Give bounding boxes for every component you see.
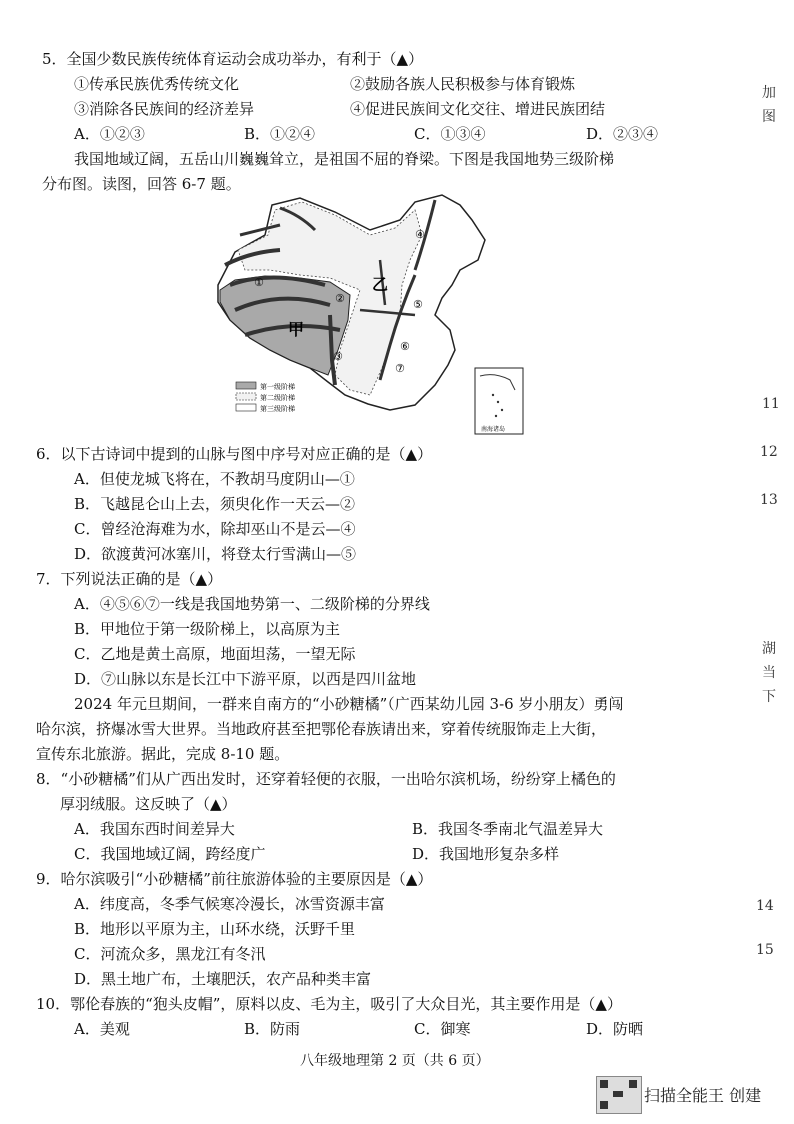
map-label-yi: 乙 bbox=[372, 275, 389, 294]
q10-option-a: A．美观 bbox=[74, 1020, 130, 1038]
q9-option-d: D．黑土地广布，土壤肥沃，农产品种类丰富 bbox=[74, 970, 372, 988]
map-label-1: ① bbox=[254, 276, 264, 289]
legend-label-step-2: 第二级阶梯 bbox=[260, 394, 295, 402]
map-label-2: ② bbox=[335, 292, 345, 305]
edge-fragment-3: 11 bbox=[762, 396, 780, 412]
page-footer: 八年级地理第 2 页（共 6 页） bbox=[300, 1053, 490, 1069]
map-label-5: ⑤ bbox=[413, 298, 423, 311]
q6-option-c: C．曾经沧海难为水，除却巫山不是云—④ bbox=[74, 520, 356, 538]
q8-stem-line-2: 厚羽绒服。这反映了（▲） bbox=[60, 795, 237, 813]
q7-option-b: B．甲地位于第一级阶梯上，以高原为主 bbox=[74, 620, 341, 638]
edge-fragment-10: 15 bbox=[756, 942, 774, 958]
q6-stem: 6．以下古诗词中提到的山脉与图中序号对应正确的是（▲） bbox=[36, 445, 433, 463]
q5-option-c: C．①③④ bbox=[414, 125, 486, 143]
q5-statement-3: ③消除各民族间的经济差异 bbox=[74, 100, 255, 118]
q8-option-a: A．我国东西时间差异大 bbox=[74, 820, 235, 838]
q7-option-d: D．⑦山脉以东是长江中下游平原，以西是四川盆地 bbox=[74, 670, 417, 688]
q10-stem: 10．鄂伦春族的“狍头皮帽”，原料以皮、毛为主，吸引了大众目光，其主要作用是（▲） bbox=[36, 995, 622, 1013]
south-sea-inset-label: 南海诸岛 bbox=[481, 426, 506, 433]
intro-6-7-line-1: 我国地域辽阔，五岳山川巍巍耸立，是祖国不屈的脊梁。下图是我国地势三级阶梯 bbox=[74, 150, 615, 168]
q5-stem: 5．全国少数民族传统体育运动会成功举办，有利于（▲） bbox=[42, 50, 424, 68]
q9-option-b: B．地形以平原为主，山环水绕，沃野千里 bbox=[74, 920, 356, 938]
q5-statement-1: ①传承民族优秀传统文化 bbox=[74, 75, 240, 93]
q9-option-a: A．纬度高，冬季气候寒冷漫长，冰雪资源丰富 bbox=[74, 895, 385, 913]
legend-swatch-step-3 bbox=[236, 404, 256, 411]
terrain-steps-map bbox=[210, 190, 540, 440]
q5-option-b: B．①②④ bbox=[244, 125, 316, 143]
q5-option-d: D．②③④ bbox=[586, 125, 659, 143]
map-label-3: ③ bbox=[333, 350, 343, 363]
legend-label-step-1: 第一级阶梯 bbox=[260, 383, 295, 391]
edge-fragment-6: 湖 bbox=[762, 641, 776, 657]
q8-stem-line-1: 8．“小砂糖橘”们从广西出发时，还穿着轻便的衣服，一出哈尔滨机场，纷纷穿上橘色的 bbox=[36, 770, 616, 788]
map-label-jia: 甲 bbox=[288, 320, 305, 339]
q8-option-c: C．我国地域辽阔，跨经度广 bbox=[74, 845, 266, 863]
q10-option-c: C．御寒 bbox=[414, 1020, 471, 1038]
map-label-7: ⑦ bbox=[395, 362, 405, 375]
intro-8-10-line-2: 哈尔滨，挤爆冰雪大世界。当地政府甚至把鄂伦春族请出来，穿着传统服饰走上大街， bbox=[36, 720, 607, 738]
q5-statement-4: ④促进民族间文化交往、增进民族团结 bbox=[350, 100, 606, 118]
edge-fragment-1: 加 bbox=[762, 85, 776, 101]
intro-8-10-line-1: 2024 年元旦期间，一群来自南方的“小砂糖橘”（广西某幼儿园 3-6 岁小朋友）勇闯 bbox=[74, 695, 624, 713]
intro-8-10-line-3: 宣传东北旅游。据此，完成 8-10 题。 bbox=[36, 745, 290, 763]
q6-option-d: D．欲渡黄河冰塞川，将登太行雪满山—⑤ bbox=[74, 545, 357, 563]
q6-option-a: A．但使龙城飞将在，不教胡马度阴山—① bbox=[74, 470, 355, 488]
map-label-4: ④ bbox=[415, 228, 425, 241]
intro-6-7-line-2: 分布图。读图，回答 6-7 题。 bbox=[42, 175, 241, 193]
q9-option-c: C．河流众多，黑龙江有冬汛 bbox=[74, 945, 266, 963]
edge-fragment-2: 图 bbox=[762, 109, 776, 125]
q5-statement-2: ②鼓励各族人民积极参与体育锻炼 bbox=[350, 75, 576, 93]
legend-label-step-3: 第三级阶梯 bbox=[260, 405, 295, 413]
legend-swatch-step-2 bbox=[236, 393, 256, 400]
legend-swatch-step-1 bbox=[236, 382, 256, 389]
edge-fragment-5: 13 bbox=[760, 492, 778, 508]
q10-option-d: D．防晒 bbox=[586, 1020, 644, 1038]
q8-option-b: B．我国冬季南北气温差异大 bbox=[412, 820, 604, 838]
edge-fragment-8: 下 bbox=[762, 689, 776, 705]
edge-fragment-9: 14 bbox=[756, 898, 774, 914]
q9-stem: 9．哈尔滨吸引“小砂糖橘”前往旅游体验的主要原因是（▲） bbox=[36, 870, 433, 888]
q8-option-d: D．我国地形复杂多样 bbox=[412, 845, 560, 863]
scanner-logo-icon bbox=[596, 1076, 642, 1114]
q7-stem: 7．下列说法正确的是（▲） bbox=[36, 570, 223, 588]
edge-fragment-4: 12 bbox=[760, 444, 778, 460]
q7-option-c: C．乙地是黄土高原，地面坦荡，一望无际 bbox=[74, 645, 356, 663]
q6-option-b: B．飞越昆仑山上去，须臾化作一天云—② bbox=[74, 495, 356, 513]
q7-option-a: A．④⑤⑥⑦一线是我国地势第一、二级阶梯的分界线 bbox=[74, 595, 430, 613]
south-sea-inset bbox=[475, 368, 523, 434]
q10-option-b: B．防雨 bbox=[244, 1020, 301, 1038]
edge-fragment-7: 当 bbox=[762, 665, 776, 681]
scanner-watermark: 扫描全能王 创建 bbox=[644, 1086, 762, 1105]
q5-option-a: A．①②③ bbox=[74, 125, 145, 143]
map-label-6: ⑥ bbox=[400, 340, 410, 353]
